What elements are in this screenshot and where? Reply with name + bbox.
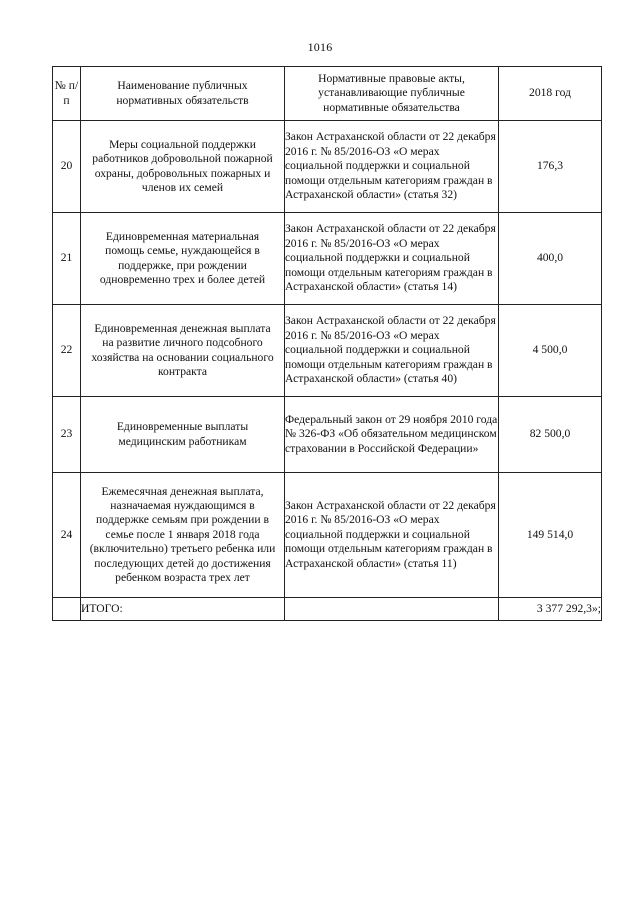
legal-act: Федеральный закон от 29 ноября 2010 года № 326-ФЗ «Об обязательном медицинском страховании в Российской Федерации»: [285, 397, 499, 473]
obligations-table: [52, 66, 602, 621]
total-label: ИТОГО:: [81, 598, 285, 621]
amount-2018: 82 500,0: [499, 397, 602, 473]
row-number: 20: [53, 121, 81, 213]
amount-2018: 176,3: [499, 121, 602, 213]
obligation-name: Единовременная материальная помощь семье, нуждающейся в поддержке, при рождении одновременно трех и более детей: [81, 213, 285, 305]
table-row: [53, 213, 602, 305]
total-empty-number: [53, 598, 81, 621]
row-number: 21: [53, 213, 81, 305]
amount-2018: 400,0: [499, 213, 602, 305]
amount-2018: 149 514,0: [499, 473, 602, 598]
amount-2018: 4 500,0: [499, 305, 602, 397]
header-number: № п/п: [53, 67, 81, 121]
obligation-name: Единовременные выплаты медицинским работникам: [81, 397, 285, 473]
page-number: 1016: [307, 40, 333, 54]
total-row: [53, 598, 602, 621]
obligation-name: Единовременная денежная выплата на развитие личного подсобного хозяйства на основании социального контракта: [81, 305, 285, 397]
table-header-row: [53, 67, 602, 121]
header-legal-acts: Нормативные правовые акты, устанавливающие публичные нормативные обязательства: [285, 67, 499, 121]
row-number: 24: [53, 473, 81, 598]
legal-act: Закон Астраханской области от 22 декабря 2016 г. № 85/2016-ОЗ «О мерах социальной поддержки и социальной помощи отдельным категориям граждан в Астраханской области» (статья 40): [285, 305, 499, 397]
total-empty-act: [285, 598, 499, 621]
table-row: [53, 305, 602, 397]
header-year-2018: 2018 год: [499, 67, 602, 121]
legal-act: Закон Астраханской области от 22 декабря 2016 г. № 85/2016-ОЗ «О мерах социальной поддержки и социальной помощи отдельным категориям граждан в Астраханской области» (статья 32): [285, 121, 499, 213]
total-value: 3 377 292,3»;: [499, 598, 602, 621]
row-number: 22: [53, 305, 81, 397]
table-row: [53, 397, 602, 473]
obligation-name: Ежемесячная денежная выплата, назначаемая нуждающимся в поддержке семьям при рождении в семье после 1 января 2018 года (включительно) третьего ребенка или последующих детей до достижения ребенком возраста трех лет: [81, 473, 285, 598]
table-row: [53, 473, 602, 598]
legal-act: Закон Астраханской области от 22 декабря 2016 г. № 85/2016-ОЗ «О мерах социальной поддержки и социальной помощи отдельным категориям граждан в Астраханской области» (статья 14): [285, 213, 499, 305]
obligation-name: Меры социальной поддержки работников добровольной пожарной охраны, добровольных пожарных и членов их семей: [81, 121, 285, 213]
table-row: [53, 121, 602, 213]
legal-act: Закон Астраханской области от 22 декабря 2016 г. № 85/2016-ОЗ «О мерах социальной поддержки и социальной помощи отдельным категориям граждан в Астраханской области» (статья 11): [285, 473, 499, 598]
row-number: 23: [53, 397, 81, 473]
header-obligation-name: Наименование публичных нормативных обязательств: [81, 67, 285, 121]
